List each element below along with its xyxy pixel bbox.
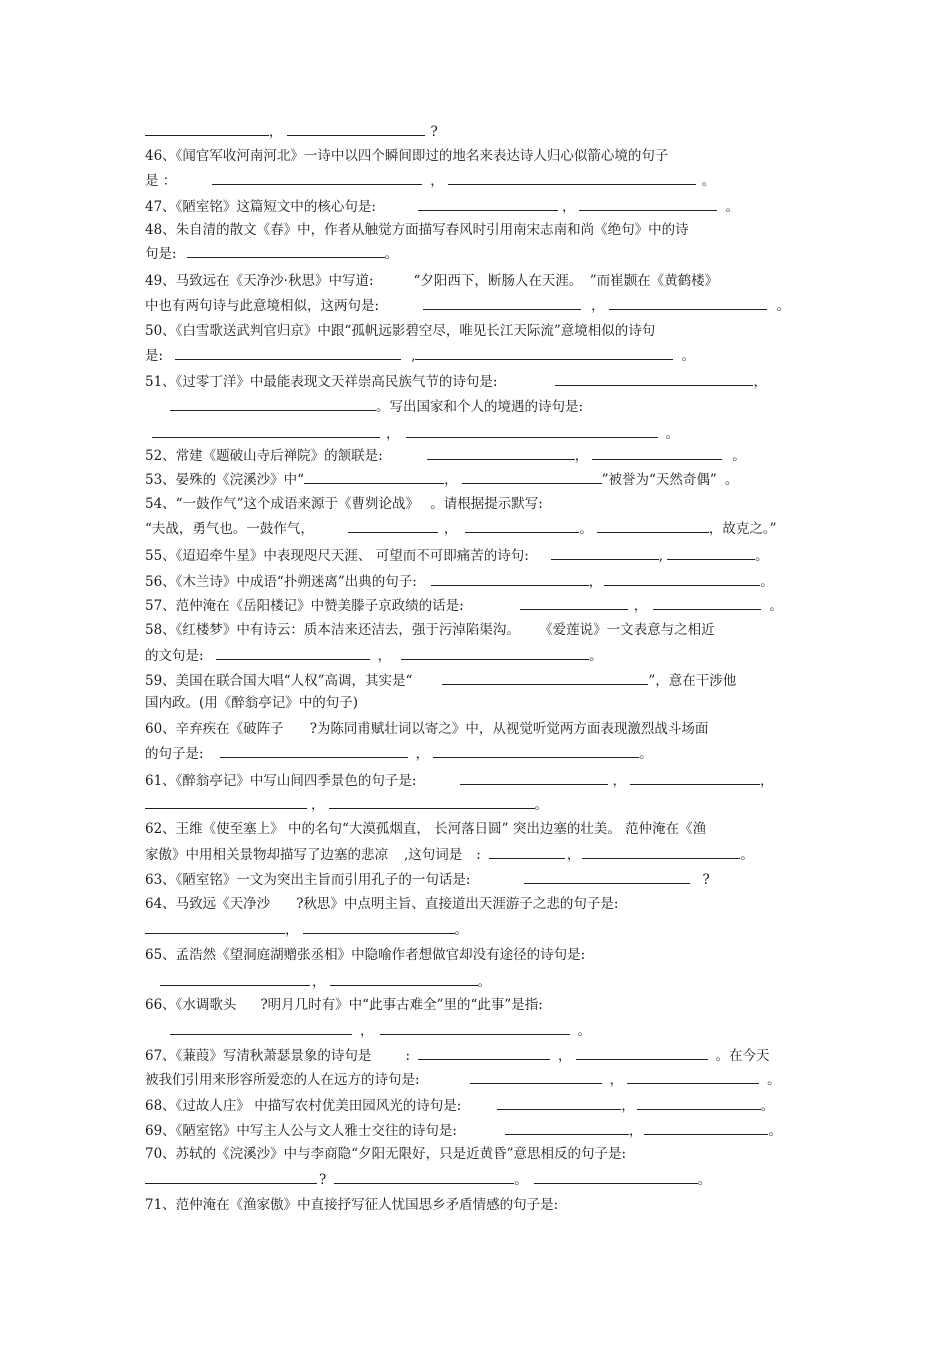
- answer-blank[interactable]: [520, 596, 628, 610]
- answer-blank[interactable]: [145, 122, 269, 136]
- answer-blank[interactable]: [170, 1021, 352, 1035]
- q67-line: 67、《蒹葭》写清秋萧瑟景象的诗句是 : ， 。在今天: [145, 1048, 770, 1064]
- answer-blank[interactable]: [489, 845, 565, 859]
- q53-line: 53、晏殊的《浣溪沙》中“ ， ”被誉为“天然奇偶” 。: [145, 472, 739, 488]
- answer-blank[interactable]: [415, 346, 673, 360]
- q60-line: 60、辛弃疾在《破阵子 ?为陈同甫赋壮词以寄之》中，从视觉听觉两方面表现激烈战斗场面: [145, 721, 709, 737]
- q61-line2: ， 。: [145, 795, 548, 814]
- q45-answer-line: [145, 122, 438, 141]
- answer-blank[interactable]: [667, 546, 755, 560]
- answer-blank[interactable]: [505, 1121, 629, 1135]
- q50-answer-line: 是: , 。: [145, 348, 695, 364]
- answer-blank[interactable]: [160, 972, 310, 986]
- answer-blank[interactable]: [145, 920, 285, 934]
- answer-blank[interactable]: [304, 470, 444, 484]
- answer-blank[interactable]: [212, 171, 422, 185]
- q65-line: 65、孟浩然《望洞庭湖赠张丞相》中隐喻作者想做官却没有途径的诗句是:: [145, 947, 586, 963]
- q57-line: 57、范仲淹在《岳阳楼记》中赞美滕子京政绩的话是: ， 。: [145, 598, 783, 614]
- q46-answer-line: 是 ： ， 。: [145, 173, 716, 189]
- answer-blank[interactable]: [406, 424, 658, 438]
- answer-blank[interactable]: [442, 671, 648, 685]
- q49-line: 49、马致远在《天净沙·秋思》中写道: “夕阳西下，断肠人在天涯。 ”而崔颢在《黄鹤楼》: [145, 273, 719, 289]
- answer-blank[interactable]: [216, 646, 370, 660]
- answer-blank[interactable]: [465, 519, 579, 533]
- answer-blank[interactable]: [448, 171, 696, 185]
- answer-blank[interactable]: [303, 920, 455, 934]
- q51-line3: ， 。: [152, 424, 679, 443]
- q69-line: 69、《陋室铭》中写主人公与文人雅士交往的诗句是: ， 。: [145, 1123, 782, 1139]
- answer-blank[interactable]: [576, 1046, 708, 1060]
- q47-line: 47、《陋室铭》这篇短文中的核心句是: ， 。: [145, 199, 739, 215]
- answer-blank[interactable]: [418, 197, 558, 211]
- q64-answer-line: ， 。: [145, 920, 468, 939]
- q54-line2: “夫战，勇气也。一鼓作气， ， 。 ，故克之。”: [145, 521, 777, 537]
- q66-line: 66、《水调歌头 ?明月几时有》中“此事古难全”里的“此事”是指:: [145, 997, 543, 1013]
- q58-line: 58、《红楼梦》中有诗云：质本洁来还洁去，强于污淖陷渠沟。 《爱莲说》一文表意与之相近: [145, 622, 715, 638]
- answer-blank[interactable]: [462, 470, 602, 484]
- answer-blank[interactable]: [152, 424, 380, 438]
- q58-answer-line: 的文句是: ， 。: [145, 648, 603, 664]
- answer-blank[interactable]: [380, 1021, 570, 1035]
- q46-text: 46、《闻官军收河南河北》一诗中以四个瞬间即过的地名来表达诗人归心似箭心境的句子: [145, 148, 669, 164]
- q52-line: 52、常建《题破山寺后禅院》的颔联是: ， 。: [145, 448, 746, 464]
- answer-blank[interactable]: [470, 1070, 602, 1084]
- answer-blank[interactable]: [597, 519, 709, 533]
- answer-blank[interactable]: [431, 572, 589, 586]
- answer-blank[interactable]: [401, 646, 589, 660]
- q47-text: 47、《陋室铭》这篇短文中的核心句是:: [145, 199, 376, 215]
- answer-blank[interactable]: [627, 1070, 759, 1084]
- answer-blank[interactable]: [534, 1170, 698, 1184]
- answer-blank[interactable]: [145, 1170, 317, 1184]
- answer-blank[interactable]: [497, 1096, 621, 1110]
- question-mark: ?: [430, 124, 438, 140]
- q50-text: 50、《白雪歌送武判官归京》中跟“孤帆远影碧空尽，唯见长江天际流”意境相似的诗句: [145, 323, 656, 339]
- q64-line: 64、马致远《天净沙 ?秋思》中点明主旨、直接道出天涯游子之悲的句子是:: [145, 896, 619, 912]
- q65-answer-line: ， 。: [160, 972, 491, 991]
- q59-line2: 国内政。(用《醉翁亭记》中的句子): [145, 695, 359, 711]
- q62-line: 62、王维《使至塞上》 中的名句“大漠孤烟直， 长河落日圆” 突出边塞的壮美。 范仲淹在《渔: [145, 821, 707, 837]
- q54-line: 54、“一鼓作气”这个成语来源于《曹刿论战》 。请根据提示默写:: [145, 496, 543, 512]
- answer-blank[interactable]: [170, 397, 376, 411]
- answer-blank[interactable]: [427, 446, 575, 460]
- answer-blank[interactable]: [423, 296, 581, 310]
- q55-line: 55、《迢迢牵牛星》中表现咫尺天涯、 可望而不可即痛苦的诗句: , 。: [145, 548, 769, 564]
- answer-blank[interactable]: [524, 870, 690, 884]
- q71-line: 71、范仲淹在《渔家傲》中直接抒写征人忧国思乡矛盾情感的句子是:: [145, 1197, 559, 1213]
- answer-blank[interactable]: [348, 519, 438, 533]
- answer-blank[interactable]: [334, 1170, 514, 1184]
- answer-blank[interactable]: [630, 771, 760, 785]
- answer-blank[interactable]: [551, 546, 659, 560]
- answer-blank[interactable]: [609, 296, 767, 310]
- q49-answer-line: 中也有两句诗与此意境相似，这两句是: ， 。: [145, 298, 791, 314]
- answer-blank[interactable]: [644, 1121, 768, 1135]
- q68-line: 68、《过故人庄》 中描写农村优美田园风光的诗句是: ， 。: [145, 1098, 775, 1114]
- q66-answer-line: ， 。: [170, 1021, 591, 1040]
- q56-line: 56、《木兰诗》中成语“扑朔迷离”出典的句子: ， 。: [145, 574, 774, 590]
- q59-line: 59、美国在联合国大唱“人权”高调，其实是“ ”，意在干涉他: [145, 673, 737, 689]
- q61-line: 61、《醉翁亭记》中写山间四季景色的句子是: ， ，: [145, 773, 774, 789]
- q70-answer-line: ? 。 。: [145, 1170, 711, 1189]
- answer-blank[interactable]: [329, 795, 535, 809]
- answer-blank[interactable]: [555, 372, 753, 386]
- answer-blank[interactable]: [187, 244, 385, 258]
- comma: ，: [269, 124, 283, 140]
- answer-blank[interactable]: [287, 122, 425, 136]
- q70-line: 70、苏轼的《浣溪沙》中与李商隐“夕阳无限好，只是近黄昏”意思相反的句子是:: [145, 1146, 627, 1162]
- q63-line: 63、《陋室铭》一文为突出主旨而引用孔子的一句话是: ?: [145, 872, 710, 888]
- q60-answer-line: 的句子是: ， 。: [145, 746, 653, 762]
- answer-blank[interactable]: [220, 744, 408, 758]
- answer-blank[interactable]: [433, 744, 639, 758]
- answer-blank[interactable]: [145, 795, 307, 809]
- answer-blank[interactable]: [579, 197, 717, 211]
- answer-blank[interactable]: [330, 972, 478, 986]
- answer-blank[interactable]: [637, 1096, 761, 1110]
- answer-blank[interactable]: [604, 572, 760, 586]
- answer-blank[interactable]: [460, 771, 608, 785]
- answer-label: 是 ：: [145, 173, 177, 189]
- q62-answer-line: 家傲》中用相关景物却描写了边塞的悲凉 ,这句词是 : ， 。: [145, 847, 754, 863]
- answer-blank[interactable]: [175, 346, 401, 360]
- q51-line2: 。写出国家和个人的境遇的诗句是:: [170, 397, 583, 416]
- q48-answer-line: 句是: 。: [145, 246, 399, 262]
- q48-text: 48、朱自清的散文《春》中，作者从触觉方面描写春风时引用南宋志南和尚《绝句》中的诗: [145, 222, 689, 238]
- q67-line2: 被我们引用来形容所爱恋的人在远方的诗句是: ， 。: [145, 1072, 781, 1088]
- answer-blank[interactable]: [418, 1046, 550, 1060]
- q51-line: 51、《过零丁洋》中最能表现文天祥崇高民族气节的诗句是: ，: [145, 374, 767, 390]
- answer-blank[interactable]: [653, 596, 761, 610]
- answer-blank[interactable]: [592, 446, 722, 460]
- answer-blank[interactable]: [582, 845, 740, 859]
